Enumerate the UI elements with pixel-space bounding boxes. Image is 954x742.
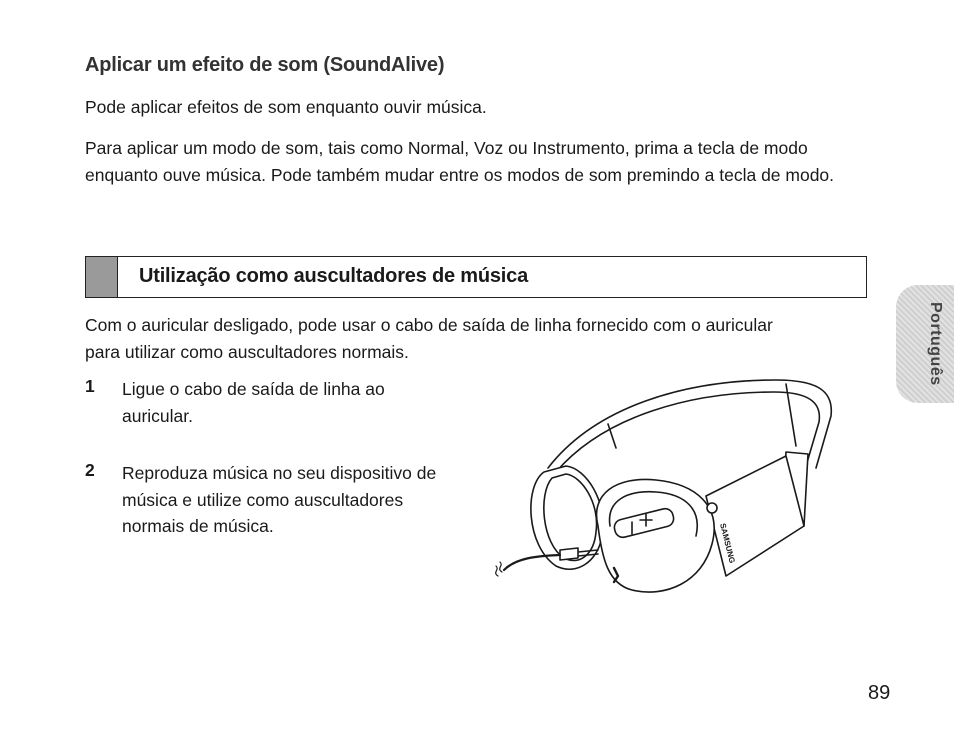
brand-label: SAMSUNG [718, 522, 737, 565]
section-marker [86, 257, 118, 297]
step-2-text: Reproduza música no seu dispositivo de música e utilize como auscultadores normais de música. [122, 463, 437, 536]
step-1-number: 1 [85, 376, 95, 396]
headphones-illustration [486, 376, 866, 596]
paragraph-intro: Pode aplicar efeitos de som enquanto ouvir música. [85, 97, 487, 117]
section-title: Utilização como auscultadores de música [139, 265, 528, 287]
page-number: 89 [868, 682, 891, 704]
step-2-number: 2 [85, 460, 95, 480]
language-tab-label: Português [927, 302, 944, 386]
paragraph-mode-key: Para aplicar um modo de som, tais como Normal, Voz ou Instrumento, prima a tecla de modo enquanto ouve música. Pode também mudar entre os modos de som premindo a tecla de modo. [85, 138, 835, 185]
language-tab [896, 285, 954, 403]
step-1-text: Ligue o cabo de saída de linha ao auricular. [122, 379, 385, 426]
section-header [85, 256, 867, 298]
section-intro: Com o auricular desligado, pode usar o cabo de saída de linha fornecido com o auricular para utilizar como auscultadores normais. [85, 315, 773, 362]
subsection-heading: Aplicar um efeito de som (SoundAlive) [85, 54, 445, 76]
